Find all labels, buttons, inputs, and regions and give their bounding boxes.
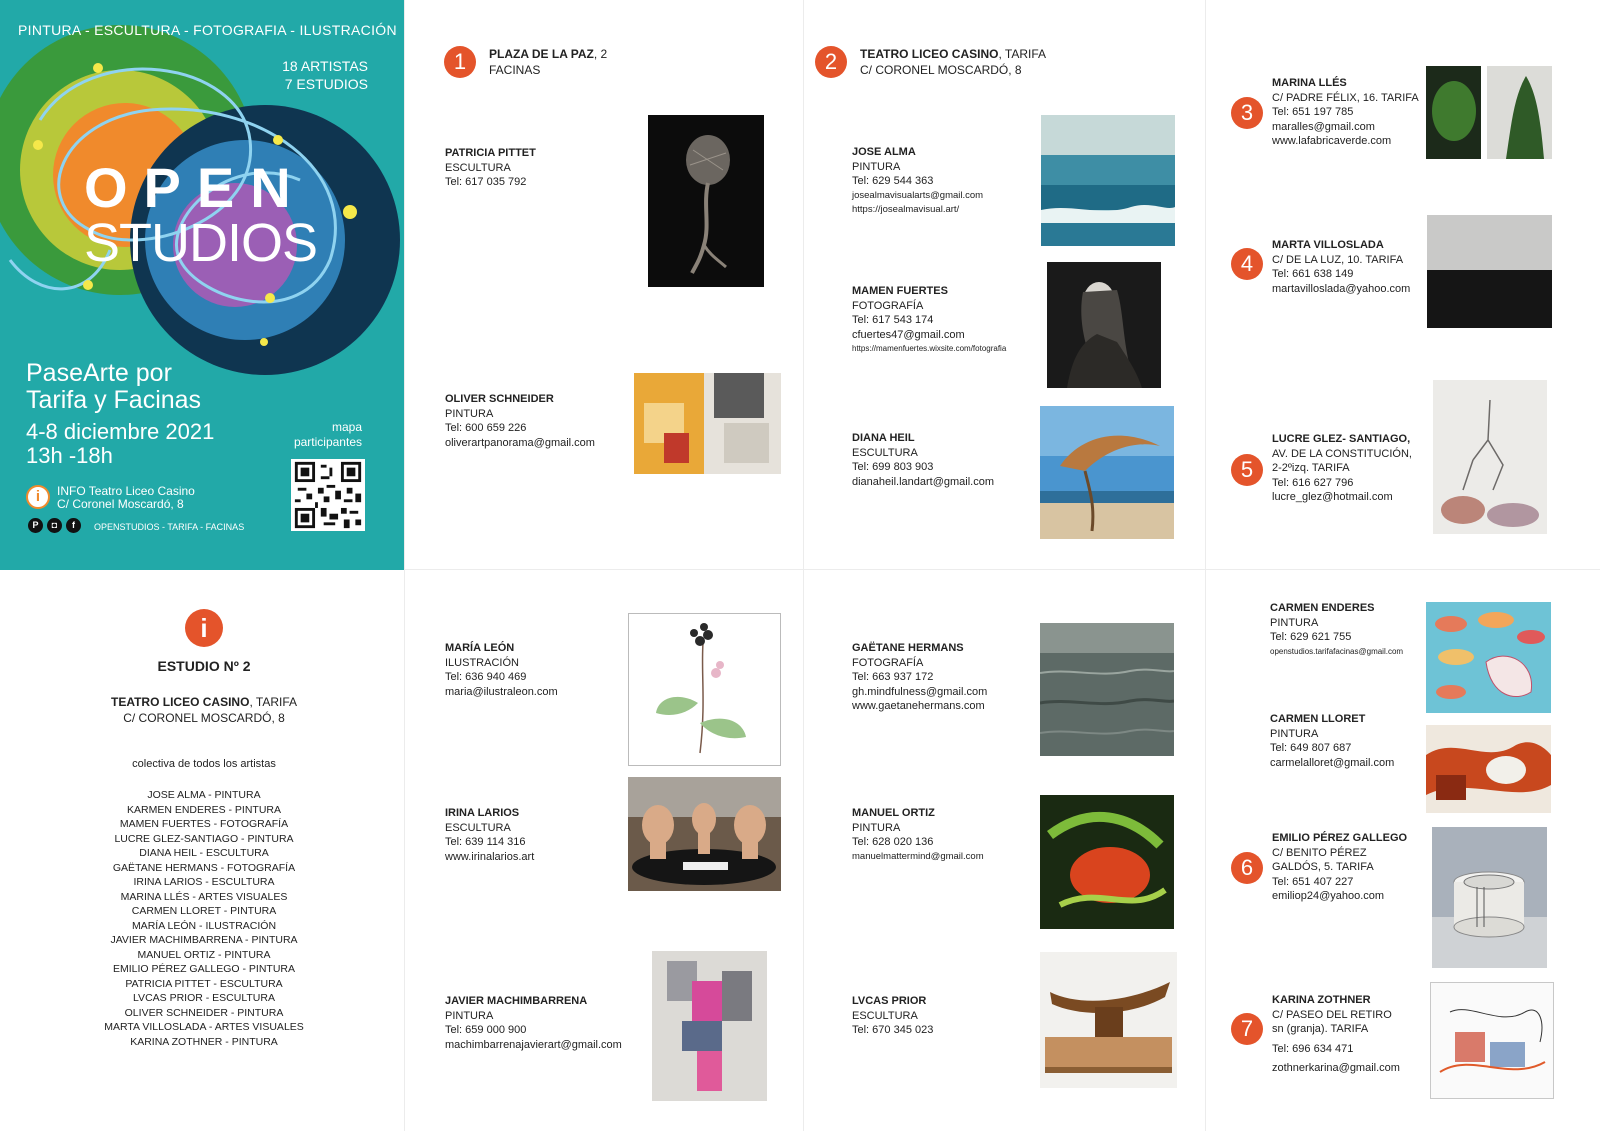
panel-divider-vertical-3: [1205, 0, 1206, 1131]
artist-name: DIANA HEIL: [852, 432, 915, 444]
artist-website[interactable]: www.gaetanehermans.com: [852, 700, 985, 712]
list-item: KARINA ZOTHNER - PINTURA: [130, 1035, 278, 1048]
artist-name: PATRICIA PITTET: [445, 147, 536, 159]
counts-block: [282, 57, 368, 93]
cover-panel: [0, 0, 404, 570]
artist-jose-alma: [852, 145, 983, 218]
artist-phone: Tel: 639 114 316: [445, 836, 526, 848]
artist-email[interactable]: maria@ilustraleon.com: [445, 685, 558, 698]
artist-discipline: ESCULTURA: [852, 1009, 918, 1022]
artist-website[interactable]: www.lafabricaverde.com: [1272, 135, 1392, 147]
collective-label: colectiva de todos los artistas: [132, 758, 276, 770]
disciplines-text: PINTURA - ESCULTURA - FOTOGRAFIA - ILUSTRACIÓN: [18, 22, 397, 38]
artist-name-suffix: ,: [1407, 433, 1411, 445]
artist-phone: Tel: 629 544 363: [852, 175, 934, 187]
artwork-lvcas-prior: [1040, 952, 1177, 1088]
list-item: LVCAS PRIOR - ESCULTURA: [133, 992, 275, 1004]
info-icon: i: [26, 485, 50, 509]
facebook-icon[interactable]: f: [66, 518, 81, 533]
qr-code-graphic: [291, 459, 365, 531]
artwork-emilio-perez-gallego: [1432, 827, 1547, 968]
artwork-diana-heil: [1040, 406, 1174, 539]
list-item: KARMEN ENDERES - PINTURA: [126, 803, 282, 816]
collective-artist-list: [84, 788, 324, 1049]
artist-phone: Tel: 617 543 174: [852, 314, 934, 326]
artist-name: JAVIER MACHIMBARRENA: [445, 995, 588, 1007]
artwork-mamen-fuertes: [1047, 262, 1161, 388]
artwork-carmen-lloret: [1426, 725, 1551, 813]
artist-phone: Tel: 663 937 172: [852, 671, 934, 683]
artist-name: MARINA LLÉS: [1272, 77, 1347, 89]
event-dates: [26, 420, 214, 468]
tagline-line-1: PaseArte por: [26, 359, 172, 387]
list-item: MARTA VILLOSLADA - ARTES VISUALES: [104, 1021, 304, 1033]
tagline-line-2: Tarifa y Facinas: [26, 386, 202, 414]
artist-name: CARMEN ENDERES: [1270, 602, 1375, 614]
list-item: LUCRE GLEZ-SANTIAGO - PINTURA: [114, 832, 294, 845]
artwork-marina-lles: [1426, 66, 1552, 159]
list-item: JAVIER MACHIMBARRENA - PINTURA: [110, 934, 298, 946]
artist-email[interactable]: martavilloslada@yahoo.com: [1272, 282, 1411, 295]
list-item: CARMEN LLORET - PINTURA: [131, 905, 277, 917]
artist-discipline: ILUSTRACIÓN: [445, 656, 519, 669]
title-studios: STUDIOS: [84, 213, 318, 273]
artist-lvcas-prior: [852, 994, 933, 1038]
artist-discipline: FOTOGRAFÍA: [852, 656, 924, 669]
studio-1-name: PLAZA DE LA PAZ: [489, 47, 594, 61]
artist-email[interactable]: josealmavisualarts@gmail.com: [852, 189, 984, 201]
artist-address: C/ PADRE FÉLIX, 16. TARIFA: [1272, 91, 1419, 104]
artist-email[interactable]: lucre_glez@hotmail.com: [1272, 491, 1393, 503]
hashtags: OPENSTUDIOS - TARIFA - FACINAS: [94, 522, 245, 532]
artwork-oliver-schneider: [634, 373, 781, 474]
artists-count: 18 ARTISTAS: [282, 58, 368, 74]
list-item: JOSE ALMA - PINTURA: [147, 789, 261, 801]
list-item: EMILIO PÉREZ GALLEGO - PINTURA: [112, 963, 296, 975]
info-line-2: C/ Coronel Moscardó, 8: [57, 497, 184, 511]
artist-email[interactable]: emiliop24@yahoo.com: [1272, 890, 1385, 902]
panel-divider-horizontal: [404, 569, 1600, 570]
list-item: MANUEL ORTIZ - PINTURA: [137, 948, 271, 961]
artist-irina-larios: [445, 806, 534, 864]
artist-name: LUCRE GLEZ- SANTIAGO: [1272, 433, 1408, 445]
artist-phone: Tel: 651 197 785: [1272, 106, 1354, 118]
info-text: [57, 485, 257, 511]
artwork-jose-alma: [1041, 115, 1175, 246]
artist-name: KARINA ZOTHNER: [1272, 994, 1371, 1006]
artist-phone: Tel: 628 020 136: [852, 836, 934, 848]
artist-name: EMILIO PÉREZ GALLEGO: [1272, 832, 1408, 844]
artwork-gaetane-hermans: [1040, 623, 1174, 756]
studio-number-3: 3: [1231, 97, 1263, 129]
artist-diana-heil: [852, 431, 994, 489]
artist-phone: Tel: 699 803 903: [852, 461, 934, 473]
instagram-icon[interactable]: ◘: [47, 518, 62, 533]
artist-name: MAMEN FUERTES: [852, 285, 948, 297]
artist-address-2: sn (granja). TARIFA: [1272, 1023, 1369, 1035]
artist-manuel-ortiz: [852, 806, 984, 864]
artwork-manuel-ortiz: [1040, 795, 1174, 929]
studio-info-address: [84, 694, 324, 726]
studio-number-5: 5: [1231, 454, 1263, 486]
artist-address-2: 2-2ºizq. TARIFA: [1272, 462, 1350, 474]
artwork-patricia-pittet: [648, 115, 764, 287]
studio-info-street: C/ CORONEL MOSCARDÓ, 8: [123, 711, 285, 725]
artist-marta-villoslada: [1272, 238, 1410, 296]
artist-discipline: ESCULTURA: [852, 446, 918, 459]
list-item: PATRICIA PITTET - ESCULTURA: [125, 977, 283, 990]
artist-website[interactable]: www.irinalarios.art: [445, 850, 535, 863]
artist-oliver-schneider: [445, 392, 595, 450]
artist-name: GAËTANE HERMANS: [852, 642, 964, 654]
list-item: OLIVER SCHNEIDER - PINTURA: [124, 1006, 284, 1019]
artist-email[interactable]: manuelmattermind@gmail.com: [852, 850, 984, 862]
studio-1-location: [489, 46, 607, 78]
artist-phone: Tel: 636 940 469: [445, 671, 527, 683]
artist-email[interactable]: dianaheil.landart@gmail.com: [852, 475, 995, 488]
hours-text: 13h -18h: [26, 443, 113, 468]
info-line-1: INFO Teatro Liceo Casino: [57, 484, 195, 498]
artist-name: LVCAS PRIOR: [852, 995, 927, 1007]
artist-phone: Tel: 670 345 023: [852, 1024, 934, 1036]
panel-divider-vertical-1: [404, 0, 405, 1131]
list-item: MARÍA LEÓN - ILUSTRACIÓN: [131, 919, 277, 932]
artist-name: MARÍA LEÓN: [445, 642, 515, 654]
artist-mamen-fuertes: [852, 284, 1006, 357]
artist-discipline: PINTURA: [445, 407, 494, 420]
studios-count: 7 ESTUDIOS: [284, 76, 368, 92]
studio-2-name: TEATRO LICEO CASINO: [860, 47, 999, 61]
artist-email[interactable]: cfuertes47@gmail.com: [852, 328, 965, 341]
artist-discipline: ESCULTURA: [445, 161, 511, 174]
list-item: DIANA HEIL - ESCULTURA: [139, 847, 269, 859]
artwork-irina-larios: [628, 777, 781, 891]
artist-discipline: PINTURA: [1270, 727, 1319, 740]
studio-info-venue: TEATRO LICEO CASINO: [110, 695, 250, 709]
studio-2-address: C/ CORONEL MOSCARDÓ, 8: [860, 63, 1022, 77]
artist-email[interactable]: machimbarrenajavierart@gmail.com: [445, 1038, 622, 1051]
artist-phone: Tel: 600 659 226: [445, 422, 527, 434]
artist-email[interactable]: maralles@gmail.com: [1272, 120, 1375, 133]
artist-address: AV. DE LA CONSTITUCIÓN,: [1272, 447, 1412, 460]
artist-gaetane-hermans: [852, 641, 987, 714]
artist-phone: Tel: 617 035 792: [445, 176, 527, 188]
artist-phone: Tel: 616 627 796: [1272, 476, 1354, 489]
studio-number-1: 1: [444, 46, 476, 78]
pinterest-icon[interactable]: P: [28, 518, 43, 533]
title-open: OPEN: [84, 156, 307, 219]
artist-phone: Tel: 696 634 471: [1272, 1042, 1354, 1055]
dates-text: 4-8 diciembre 2021: [26, 419, 215, 444]
artist-discipline: ESCULTURA: [445, 821, 511, 834]
artist-maria-leon: [445, 641, 558, 699]
studio-number-4: 4: [1231, 248, 1263, 280]
artist-karina-zothner: [1272, 993, 1400, 1076]
artwork-lucre-glez-santiago: [1433, 380, 1547, 534]
artist-javier-machimbarrena: [445, 994, 622, 1052]
studio-1-town: FACINAS: [489, 63, 541, 77]
studio-number-6: 6: [1231, 852, 1263, 884]
artist-discipline: FOTOGRAFÍA: [852, 299, 924, 312]
artist-emilio-perez-gallego: [1272, 831, 1407, 904]
list-item: MARINA LLÉS - ARTES VISUALES: [120, 890, 288, 903]
studio-number-7: 7: [1231, 1013, 1263, 1045]
qr-code[interactable]: [291, 459, 365, 531]
artist-lucre-glez-santiago: [1272, 432, 1412, 505]
artist-email[interactable]: gh.mindfulness@gmail.com: [852, 685, 988, 698]
artist-address-2: GALDÓS, 5. TARIFA: [1272, 861, 1374, 873]
list-item: MAMEN FUERTES - FOTOGRAFÍA: [119, 818, 289, 830]
artist-name: CARMEN LLORET: [1270, 713, 1366, 725]
studio-number-2: 2: [815, 46, 847, 78]
artwork-javier-machimbarrena: [652, 951, 767, 1101]
artist-name-wrap: [1272, 432, 1412, 447]
artist-marina-lles: [1272, 76, 1419, 149]
artist-phone: Tel: 659 000 900: [445, 1024, 527, 1036]
artist-email[interactable]: openstudios.tarifafacinas@gmail.com: [1270, 646, 1404, 656]
artist-discipline: PINTURA: [852, 821, 901, 834]
artist-discipline: PINTURA: [1270, 616, 1319, 629]
artist-address: C/ PASEO DEL RETIRO: [1272, 1008, 1392, 1021]
artist-name: MARTA VILLOSLADA: [1272, 239, 1384, 251]
map-label-line-1: mapa: [331, 420, 362, 434]
artist-carmen-enderes: [1270, 601, 1403, 659]
artist-name: MANUEL ORTIZ: [852, 807, 935, 819]
artist-discipline: PINTURA: [445, 1009, 494, 1022]
artwork-carmen-enderes: [1426, 602, 1551, 713]
map-label-line-2: participantes: [293, 435, 362, 449]
artist-email[interactable]: oliverartpanorama@gmail.com: [445, 436, 595, 449]
artist-phone: Tel: 661 638 149: [1272, 268, 1354, 280]
artist-address: C/ DE LA LUZ, 10. TARIFA: [1272, 253, 1404, 266]
artwork-maria-leon: [628, 613, 781, 766]
list-item: IRINA LARIOS - ESCULTURA: [133, 876, 275, 888]
studio-info-venue-suffix: , TARIFA: [249, 695, 298, 709]
list-item: GAËTANE HERMANS - FOTOGRAFÍA: [112, 861, 296, 874]
studio-1-name-suffix: , 2: [593, 47, 608, 61]
artist-phone: Tel: 649 807 687: [1270, 742, 1352, 754]
artist-address: C/ BENITO PÉREZ: [1272, 846, 1367, 859]
artist-website[interactable]: https://josealmavisual.art/: [852, 204, 960, 215]
artwork-marta-villoslada: [1427, 215, 1552, 328]
artist-discipline: PINTURA: [852, 160, 901, 173]
studio-info-icon: i: [185, 609, 223, 647]
artist-patricia-pittet: [445, 146, 536, 190]
artist-carmen-lloret: [1270, 712, 1394, 770]
artist-email[interactable]: carmelalloret@gmail.com: [1270, 756, 1395, 769]
artist-name: JOSE ALMA: [852, 146, 916, 158]
artist-website[interactable]: https://mamenfuertes.wixsite.com/fotografia: [852, 344, 1007, 353]
studio-2-name-suffix: , TARIFA: [998, 47, 1047, 61]
artwork-karina-zothner: [1430, 982, 1554, 1099]
artist-phone: Tel: 629 621 755: [1270, 631, 1352, 643]
map-label: [280, 420, 362, 450]
studio-2-location: [860, 46, 1046, 78]
panel-divider-vertical-2: [803, 0, 804, 1131]
artist-name: OLIVER SCHNEIDER: [445, 393, 554, 405]
artist-email[interactable]: zothnerkarina@gmail.com: [1272, 1062, 1400, 1074]
studio-info-title: ESTUDIO Nº 2: [157, 658, 251, 674]
artist-name: IRINA LARIOS: [445, 807, 520, 819]
tagline: [26, 360, 266, 414]
artist-phone: Tel: 651 407 227: [1272, 875, 1354, 888]
